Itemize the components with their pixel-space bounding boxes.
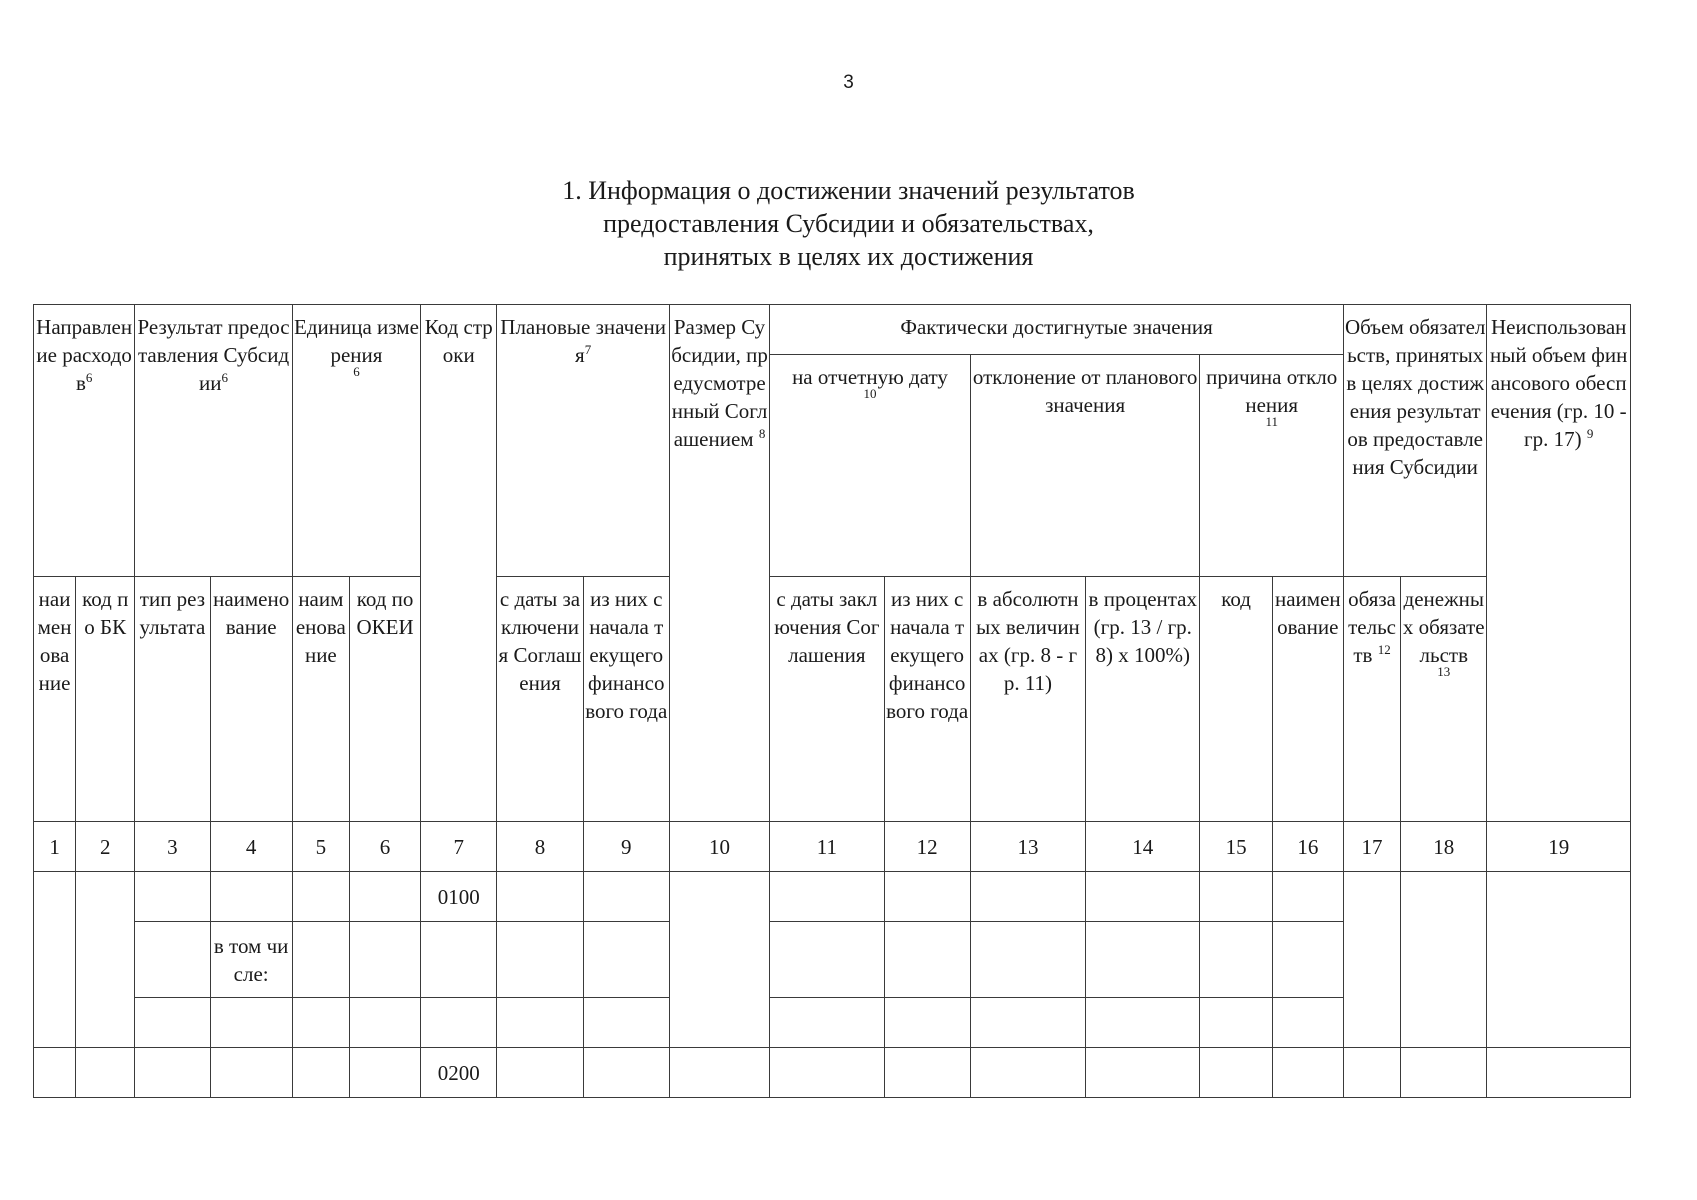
header-planned-values: Плановые значения$^7$ <box>497 305 670 577</box>
subheader-col-17: обязательств $^{12}$ <box>1343 577 1400 822</box>
table-cell <box>583 922 669 998</box>
table-cell <box>884 872 970 922</box>
subheader-col-15: код <box>1200 577 1272 822</box>
column-number: 9 <box>583 822 669 872</box>
section-title-line-3: принятых в целях их достижения <box>663 242 1034 271</box>
table-row-0100 <box>34 872 1631 922</box>
table-cell <box>1343 872 1400 1048</box>
subheader-col-14: в процентах (гр. 13 / гр. 8) х 100%) <box>1086 577 1200 822</box>
table-cell <box>884 998 970 1048</box>
table-cell <box>970 872 1085 922</box>
subheader-col-13: в абсолютных величинах (гр. 8 - гр. 11) <box>970 577 1085 822</box>
table-cell <box>1086 872 1200 922</box>
table-cell <box>669 872 769 1048</box>
table-cell <box>583 1048 669 1098</box>
table-cell <box>135 1048 210 1098</box>
including-label-cell: в том числе: <box>210 922 292 998</box>
header-deviation: отклонение от планового значения <box>970 355 1200 577</box>
table-row-0200 <box>34 1048 1631 1098</box>
table-cell <box>1086 998 1200 1048</box>
table-cell <box>421 998 497 1048</box>
column-number: 5 <box>292 822 349 872</box>
table-cell <box>770 998 884 1048</box>
table-cell <box>669 1048 769 1098</box>
column-number: 4 <box>210 822 292 872</box>
header-expense-direction: Направление расходов$^6$ <box>34 305 135 577</box>
subsidy-results-table <box>33 304 1631 1098</box>
table-cell <box>1401 872 1487 1048</box>
subheader-col-3: тип результата <box>135 577 210 822</box>
table-cell <box>1086 922 1200 998</box>
table-cell <box>1272 998 1343 1048</box>
table-cell <box>884 1048 970 1098</box>
column-number: 18 <box>1401 822 1487 872</box>
table-cell <box>1487 872 1631 1048</box>
table-cell <box>292 872 349 922</box>
subheader-col-1: наименование <box>34 577 76 822</box>
table-cell <box>135 998 210 1048</box>
column-number: 7 <box>421 822 497 872</box>
subheader-col-16: наименование <box>1272 577 1343 822</box>
header-unit-of-measure: Единица измерения 6 <box>292 305 420 577</box>
table-cell <box>497 922 583 998</box>
subheader-col-18: денежных обязательств 13 <box>1401 577 1487 822</box>
table-cell <box>34 1048 76 1098</box>
table-cell <box>1200 998 1272 1048</box>
table-cell <box>497 1048 583 1098</box>
table-cell <box>76 1048 135 1098</box>
column-number: 19 <box>1487 822 1631 872</box>
table-cell <box>1487 1048 1631 1098</box>
table-cell <box>1272 922 1343 998</box>
header-obligations-volume: Объем обязательств, принятых в целях достижения результатов предоставления Субсидии <box>1343 305 1486 577</box>
column-number: 13 <box>970 822 1085 872</box>
table-cell <box>1200 1048 1272 1098</box>
column-number: 14 <box>1086 822 1200 872</box>
subheader-col-11: с даты заключения Соглашения <box>770 577 884 822</box>
table-cell <box>970 922 1085 998</box>
table-cell <box>421 922 497 998</box>
table-cell <box>1272 872 1343 922</box>
column-number: 16 <box>1272 822 1343 872</box>
table-cell <box>210 1048 292 1098</box>
table-cell <box>349 998 420 1048</box>
subheader-col-12: из них с начала текущего финансового года <box>884 577 970 822</box>
column-number: 2 <box>76 822 135 872</box>
column-number: 10 <box>669 822 769 872</box>
table-cell <box>770 1048 884 1098</box>
header-subsidy-amount: Размер Субсидии, предусмотренный Соглашением $^8$ <box>669 305 769 822</box>
header-unused-volume: Неиспользованный объем финансового обеспечения (гр. 10 - гр. 17) $^9$ <box>1487 305 1631 822</box>
subheader-col-8: с даты заключения Соглашения <box>497 577 583 822</box>
table-cell <box>135 922 210 998</box>
column-number: 3 <box>135 822 210 872</box>
line-code-cell: 0100 <box>421 872 497 922</box>
table-cell <box>1200 872 1272 922</box>
page-number: 3 <box>843 72 854 93</box>
table-cell <box>1401 1048 1487 1098</box>
subheader-col-6: код по ОКЕИ <box>349 577 420 822</box>
section-title-line-2: предоставления Субсидии и обязательствах, <box>603 209 1094 238</box>
section-title <box>0 174 1697 273</box>
table-cell <box>1343 1048 1400 1098</box>
column-number: 17 <box>1343 822 1400 872</box>
table-cell <box>210 872 292 922</box>
table-cell <box>497 998 583 1048</box>
table-cell <box>349 872 420 922</box>
table-cell <box>583 872 669 922</box>
table-cell <box>292 922 349 998</box>
header-row-3 <box>34 577 1631 822</box>
column-number: 6 <box>349 822 420 872</box>
table-cell <box>135 872 210 922</box>
table-cell <box>1086 1048 1200 1098</box>
column-number: 8 <box>497 822 583 872</box>
table-cell <box>76 872 135 1048</box>
column-number: 11 <box>770 822 884 872</box>
table-cell <box>970 998 1085 1048</box>
table-cell <box>292 1048 349 1098</box>
header-subsidy-result: Результат предоставления Субсидии$^6$ <box>135 305 292 577</box>
table-cell <box>1272 1048 1343 1098</box>
header-actual-on-date: на отчетную дату 10 <box>770 355 971 577</box>
header-row-1 <box>34 305 1631 355</box>
column-number: 12 <box>884 822 970 872</box>
table-cell <box>770 922 884 998</box>
table-cell <box>970 1048 1085 1098</box>
subheader-col-5: наименование <box>292 577 349 822</box>
subheader-col-4: наименование <box>210 577 292 822</box>
table-cell <box>770 872 884 922</box>
subheader-col-2: код по БК <box>76 577 135 822</box>
column-number: 1 <box>34 822 76 872</box>
table-cell <box>292 998 349 1048</box>
column-number-row <box>34 822 1631 872</box>
table-cell <box>884 922 970 998</box>
section-title-line-1: 1. Информация о достижении значений результатов <box>562 176 1135 205</box>
table-cell <box>1200 922 1272 998</box>
header-actual-values: Фактически достигнутые значения <box>770 305 1344 355</box>
table-cell <box>349 922 420 998</box>
header-line-code: Код строки <box>421 305 497 822</box>
header-deviation-reason: причина отклонения 11 <box>1200 355 1344 577</box>
table-cell <box>497 872 583 922</box>
column-number: 15 <box>1200 822 1272 872</box>
table-cell <box>583 998 669 1048</box>
subheader-col-9: из них с начала текущего финансового года <box>583 577 669 822</box>
table-cell <box>349 1048 420 1098</box>
line-code-cell: 0200 <box>421 1048 497 1098</box>
table-cell <box>210 998 292 1048</box>
table-cell <box>34 872 76 1048</box>
